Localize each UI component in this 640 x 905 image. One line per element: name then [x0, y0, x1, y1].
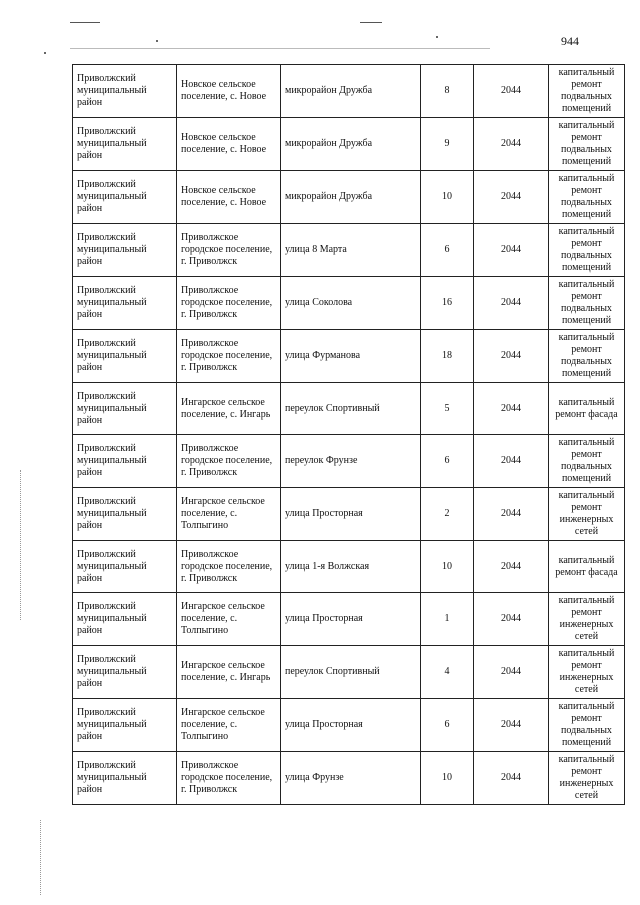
settlement-cell: Новское сельское поселение, с. Новое	[177, 171, 281, 224]
street-cell: микрорайон Дружба	[281, 65, 421, 118]
street-cell: микрорайон Дружба	[281, 171, 421, 224]
page-number: 944	[561, 34, 579, 48]
work-type-cell: капитальный ремонт подвальных помещений	[549, 330, 625, 383]
work-type-cell: капитальный ремонт подвальных помещений	[549, 171, 625, 224]
table-row	[73, 65, 625, 118]
district-cell: Приволжский муниципальный район	[73, 118, 177, 171]
year-cell: 2044	[474, 171, 549, 224]
work-type-cell: капитальный ремонт подвальных помещений	[549, 277, 625, 330]
year-cell: 2044	[474, 277, 549, 330]
district-cell: Приволжский муниципальный район	[73, 752, 177, 805]
work-type-cell: капитальный ремонт инженерных сетей	[549, 646, 625, 699]
district-cell: Приволжский муниципальный район	[73, 699, 177, 752]
settlement-cell: Приволжское городское поселение, г. Приволжск	[177, 330, 281, 383]
district-cell: Приволжский муниципальный район	[73, 646, 177, 699]
table-row	[73, 593, 625, 646]
table-row	[73, 488, 625, 541]
table-row	[73, 118, 625, 171]
scan-artifact-dot	[436, 36, 438, 38]
street-cell: переулок Спортивный	[281, 383, 421, 435]
year-cell: 2044	[474, 699, 549, 752]
scan-artifact-line	[70, 22, 100, 23]
table-row	[73, 277, 625, 330]
district-cell: Приволжский муниципальный район	[73, 383, 177, 435]
housing-repair-table	[72, 64, 625, 805]
table-row	[73, 646, 625, 699]
settlement-cell: Приволжское городское поселение, г. Приволжск	[177, 277, 281, 330]
street-cell: переулок Спортивный	[281, 646, 421, 699]
house-number-cell: 1	[421, 593, 474, 646]
house-number-cell: 9	[421, 118, 474, 171]
table-row	[73, 330, 625, 383]
settlement-cell: Новское сельское поселение, с. Новое	[177, 65, 281, 118]
house-number-cell: 6	[421, 435, 474, 488]
work-type-cell: капитальный ремонт подвальных помещений	[549, 435, 625, 488]
house-number-cell: 8	[421, 65, 474, 118]
table-row	[73, 383, 625, 435]
street-cell: улица Просторная	[281, 593, 421, 646]
table-row	[73, 171, 625, 224]
table-row	[73, 541, 625, 593]
year-cell: 2044	[474, 593, 549, 646]
table-row	[73, 699, 625, 752]
street-cell: улица Фрунзе	[281, 752, 421, 805]
settlement-cell: Новское сельское поселение, с. Новое	[177, 118, 281, 171]
work-type-cell: капитальный ремонт подвальных помещений	[549, 224, 625, 277]
district-cell: Приволжский муниципальный район	[73, 277, 177, 330]
year-cell: 2044	[474, 541, 549, 593]
district-cell: Приволжский муниципальный район	[73, 171, 177, 224]
district-cell: Приволжский муниципальный район	[73, 65, 177, 118]
scan-artifact-line	[70, 48, 490, 49]
year-cell: 2044	[474, 330, 549, 383]
year-cell: 2044	[474, 65, 549, 118]
settlement-cell: Приволжское городское поселение, г. Приволжск	[177, 224, 281, 277]
street-cell: микрорайон Дружба	[281, 118, 421, 171]
work-type-cell: капитальный ремонт подвальных помещений	[549, 65, 625, 118]
settlement-cell: Ингарское сельское поселение, с. Толпыгино	[177, 699, 281, 752]
house-number-cell: 10	[421, 752, 474, 805]
year-cell: 2044	[474, 435, 549, 488]
settlement-cell: Приволжское городское поселение, г. Приволжск	[177, 752, 281, 805]
street-cell: улица Фурманова	[281, 330, 421, 383]
district-cell: Приволжский муниципальный район	[73, 593, 177, 646]
year-cell: 2044	[474, 752, 549, 805]
district-cell: Приволжский муниципальный район	[73, 224, 177, 277]
house-number-cell: 5	[421, 383, 474, 435]
street-cell: улица 1-я Волжская	[281, 541, 421, 593]
scan-artifact-dot	[156, 40, 158, 42]
street-cell: переулок Фрунзе	[281, 435, 421, 488]
house-number-cell: 2	[421, 488, 474, 541]
house-number-cell: 10	[421, 541, 474, 593]
year-cell: 2044	[474, 224, 549, 277]
margin-binding-marks	[20, 470, 22, 620]
year-cell: 2044	[474, 118, 549, 171]
work-type-cell: капитальный ремонт фасада	[549, 383, 625, 435]
district-cell: Приволжский муниципальный район	[73, 330, 177, 383]
house-number-cell: 16	[421, 277, 474, 330]
house-number-cell: 4	[421, 646, 474, 699]
settlement-cell: Ингарское сельское поселение, с. Толпыгино	[177, 593, 281, 646]
street-cell: улица 8 Марта	[281, 224, 421, 277]
table-row	[73, 752, 625, 805]
district-cell: Приволжский муниципальный район	[73, 435, 177, 488]
settlement-cell: Приволжское городское поселение, г. Приволжск	[177, 541, 281, 593]
table-body	[73, 65, 625, 805]
table-row	[73, 435, 625, 488]
district-cell: Приволжский муниципальный район	[73, 541, 177, 593]
year-cell: 2044	[474, 488, 549, 541]
work-type-cell: капитальный ремонт инженерных сетей	[549, 752, 625, 805]
year-cell: 2044	[474, 646, 549, 699]
margin-binding-marks	[40, 820, 42, 895]
street-cell: улица Просторная	[281, 488, 421, 541]
district-cell: Приволжский муниципальный район	[73, 488, 177, 541]
house-number-cell: 6	[421, 224, 474, 277]
work-type-cell: капитальный ремонт инженерных сетей	[549, 593, 625, 646]
work-type-cell: капитальный ремонт подвальных помещений	[549, 118, 625, 171]
street-cell: улица Просторная	[281, 699, 421, 752]
work-type-cell: капитальный ремонт подвальных помещений	[549, 699, 625, 752]
settlement-cell: Приволжское городское поселение, г. Приволжск	[177, 435, 281, 488]
settlement-cell: Ингарское сельское поселение, с. Ингарь	[177, 383, 281, 435]
settlement-cell: Ингарское сельское поселение, с. Ингарь	[177, 646, 281, 699]
scan-artifact-line	[360, 22, 382, 23]
house-number-cell: 10	[421, 171, 474, 224]
street-cell: улица Соколова	[281, 277, 421, 330]
work-type-cell: капитальный ремонт инженерных сетей	[549, 488, 625, 541]
house-number-cell: 6	[421, 699, 474, 752]
year-cell: 2044	[474, 383, 549, 435]
scan-artifact-dot	[44, 52, 46, 54]
table-row	[73, 224, 625, 277]
work-type-cell: капитальный ремонт фасада	[549, 541, 625, 593]
house-number-cell: 18	[421, 330, 474, 383]
settlement-cell: Ингарское сельское поселение, с. Толпыгино	[177, 488, 281, 541]
